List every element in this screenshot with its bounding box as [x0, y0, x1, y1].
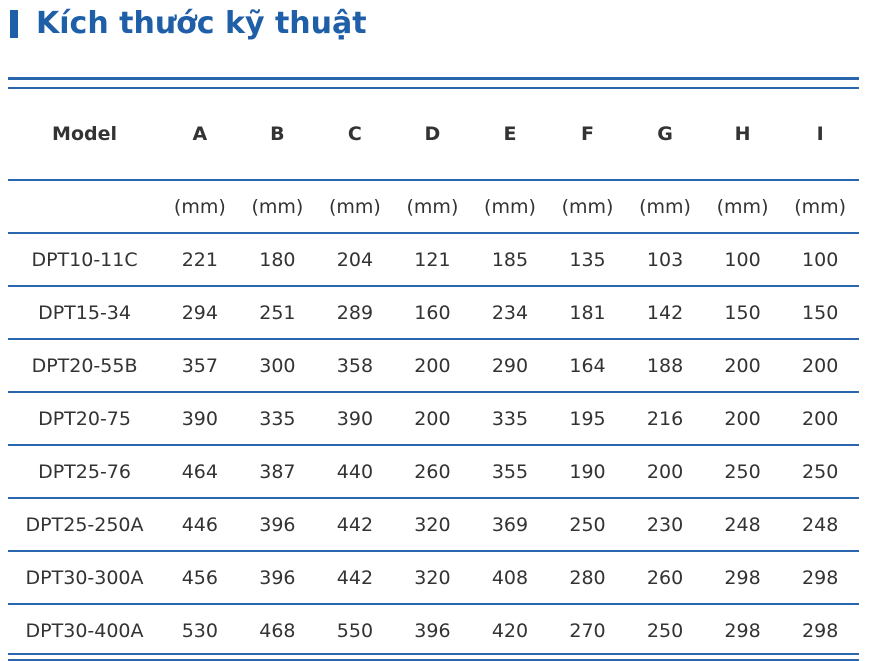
page-title: Kích thước kỹ thuật: [36, 6, 367, 41]
dimension-cell: 230: [626, 498, 704, 551]
unit-cell: (mm): [471, 180, 549, 233]
dimension-cell: 200: [781, 339, 859, 392]
dimension-cell: 200: [394, 339, 472, 392]
dimension-cell: 290: [471, 339, 549, 392]
model-cell: DPT20-55B: [8, 339, 161, 392]
dimension-cell: 396: [239, 551, 317, 604]
dimension-cell: 200: [394, 392, 472, 445]
column-header: Model: [8, 89, 161, 180]
unit-cell: (mm): [161, 180, 239, 233]
bottom-rule: [8, 653, 859, 655]
dimension-cell: 464: [161, 445, 239, 498]
dimension-cell: 100: [781, 233, 859, 286]
unit-cell: [8, 180, 161, 233]
dimension-cell: 250: [549, 498, 627, 551]
column-header: B: [239, 89, 317, 180]
dimension-cell: 355: [471, 445, 549, 498]
dimension-cell: 250: [704, 445, 782, 498]
dimension-cell: 150: [781, 286, 859, 339]
dimension-cell: 294: [161, 286, 239, 339]
dimension-cell: 408: [471, 551, 549, 604]
dimension-cell: 188: [626, 339, 704, 392]
dimension-cell: 357: [161, 339, 239, 392]
dimension-cell: 200: [781, 392, 859, 445]
dimension-cell: 468: [259, 619, 296, 642]
table-row: [8, 286, 859, 339]
dimension-cell: 390: [316, 392, 394, 445]
dimension-cell: 390: [161, 392, 239, 445]
unit-cell: (mm): [316, 180, 394, 233]
unit-cell: (mm): [239, 180, 317, 233]
dimension-cell: 440: [316, 445, 394, 498]
dimension-cell: 456: [161, 551, 239, 604]
dimension-cell: 335: [239, 392, 317, 445]
dimension-cell: 298: [802, 619, 839, 642]
dimension-cell: 358: [316, 339, 394, 392]
dimension-cell: 248: [704, 498, 782, 551]
dimension-cell: 160: [394, 286, 472, 339]
dimension-cell: 250: [781, 445, 859, 498]
unit-cell: (mm): [549, 180, 627, 233]
dimension-cell: 530: [181, 619, 218, 642]
dimension-cell: 190: [549, 445, 627, 498]
dimension-cell: 135: [549, 233, 627, 286]
units-row: [8, 180, 859, 233]
table-row: [8, 445, 859, 498]
dimension-cell: 250: [646, 619, 684, 642]
model-cell: DPT25-76: [8, 445, 161, 498]
dimension-cell: 300: [239, 339, 317, 392]
table-row: [8, 604, 859, 656]
title-accent-bar: [10, 10, 18, 38]
dimension-cell: 248: [781, 498, 859, 551]
dimension-cell: 320: [394, 551, 472, 604]
unit-cell: (mm): [781, 180, 859, 233]
table-body: [8, 233, 859, 656]
dimension-cell: 298: [704, 551, 782, 604]
dimension-cell: 280: [549, 551, 627, 604]
dimension-cell: 260: [626, 551, 704, 604]
spec-table: [8, 89, 859, 656]
dimension-cell: 442: [316, 551, 394, 604]
table-row: [8, 551, 859, 604]
dimension-cell: 164: [549, 339, 627, 392]
column-header: H: [704, 89, 782, 180]
unit-cell: (mm): [626, 180, 704, 233]
dimension-cell: 442: [316, 498, 394, 551]
dimension-cell: 234: [471, 286, 549, 339]
dimension-cell: 251: [239, 286, 317, 339]
dimension-cell: 185: [471, 233, 549, 286]
header-row: [8, 89, 859, 180]
column-header: A: [161, 89, 239, 180]
column-header: C: [316, 89, 394, 180]
dimension-cell: 260: [394, 445, 472, 498]
dimension-cell: 200: [704, 339, 782, 392]
dimension-cell: 420: [491, 619, 529, 642]
dimension-cell: 446: [161, 498, 239, 551]
column-header: E: [471, 89, 549, 180]
top-rule: [8, 77, 859, 80]
dimension-cell: 396: [239, 498, 317, 551]
dimension-cell: 200: [626, 445, 704, 498]
dimension-cell: 298: [781, 551, 859, 604]
model-cell: DPT25-250A: [8, 498, 161, 551]
dimension-cell: 181: [549, 286, 627, 339]
unit-cell: (mm): [394, 180, 472, 233]
dimension-cell: 289: [316, 286, 394, 339]
dimension-cell: 121: [394, 233, 472, 286]
model-cell: DPT10-11C: [8, 233, 161, 286]
dimension-cell: 180: [239, 233, 317, 286]
model-cell: DPT30-400A: [25, 619, 144, 642]
dimension-cell: 200: [704, 392, 782, 445]
model-cell: DPT20-75: [8, 392, 161, 445]
dimension-cell: 270: [569, 619, 606, 642]
table-row: [8, 392, 859, 445]
dimension-cell: 221: [161, 233, 239, 286]
dimension-cell: 369: [471, 498, 549, 551]
column-header: I: [781, 89, 859, 180]
dimension-cell: 195: [549, 392, 627, 445]
dimension-cell: 298: [724, 619, 761, 642]
dimension-cell: 142: [626, 286, 704, 339]
dimension-cell: 103: [626, 233, 704, 286]
dimension-cell: 150: [704, 286, 782, 339]
dimension-cell: 550: [336, 619, 374, 642]
table-row: [8, 233, 859, 286]
dimension-cell: 387: [239, 445, 317, 498]
column-header: D: [394, 89, 472, 180]
model-cell: DPT15-34: [8, 286, 161, 339]
model-cell: DPT30-300A: [8, 551, 161, 604]
dimension-cell: 216: [626, 392, 704, 445]
unit-cell: (mm): [704, 180, 782, 233]
table-row: [8, 498, 859, 551]
table-row: [8, 339, 859, 392]
column-header: F: [549, 89, 627, 180]
column-header: G: [626, 89, 704, 180]
dimension-cell: 396: [414, 619, 451, 642]
dimension-cell: 335: [471, 392, 549, 445]
dimension-cell: 100: [704, 233, 782, 286]
dimension-cell: 320: [394, 498, 472, 551]
dimension-cell: 204: [316, 233, 394, 286]
